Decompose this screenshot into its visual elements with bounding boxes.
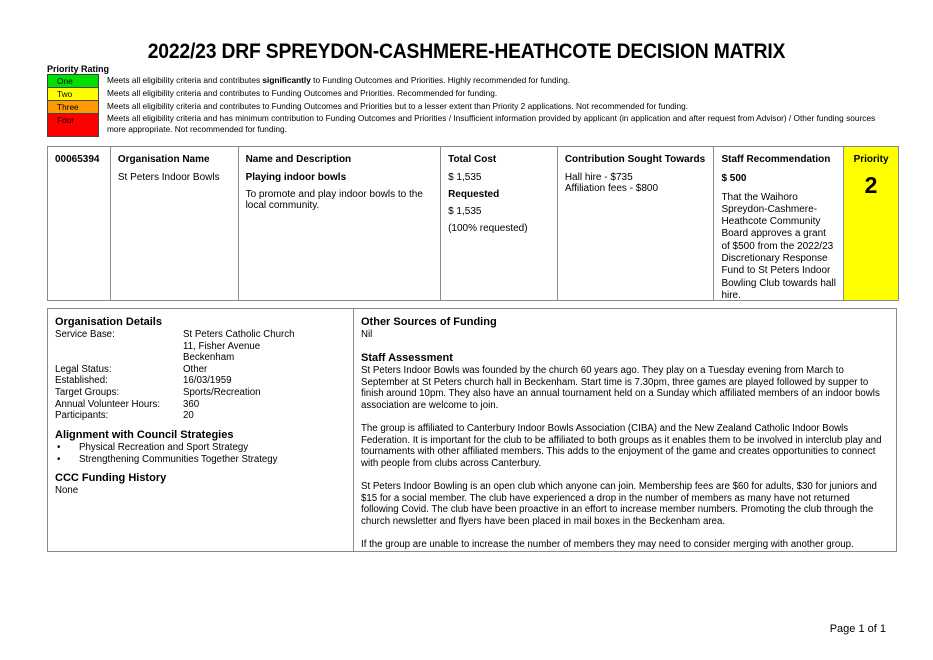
name-description-cell xyxy=(239,147,442,300)
detail-label: Legal Status: xyxy=(55,363,112,375)
organisation-name-cell xyxy=(111,147,239,300)
organisation-detail-row xyxy=(55,375,346,387)
organisation-name-header: Organisation Name xyxy=(117,154,210,165)
organisation-detail-row xyxy=(55,387,346,399)
project-description: To promote and play indoor bowls to the local community. xyxy=(245,189,423,211)
priority-three-description: Meets all eligibility criteria and contributes to Funding Outcomes and Priorities but to a lesser extent than Priority 2 applications. Not recommended for funding. xyxy=(107,101,689,111)
other-funding-value: Nil xyxy=(361,329,373,340)
bullet-icon: • xyxy=(57,441,61,453)
organisation-detail-row xyxy=(55,329,346,341)
legend-row-one xyxy=(47,74,907,87)
detail-label: Annual Volunteer Hours: xyxy=(55,398,161,410)
staff-assessment-heading: Staff Assessment xyxy=(361,352,453,365)
detail-value: 16/03/1959 xyxy=(183,375,232,387)
priority-one-description: Meets all eligibility criteria and contributes significantly to Funding Outcomes and Priorities. Highly recommended for funding. xyxy=(107,75,571,85)
priority-rating-heading: Priority Rating xyxy=(47,64,110,74)
detail-label xyxy=(55,341,183,353)
total-cost-cell xyxy=(441,147,558,300)
organisation-detail-row xyxy=(55,364,346,376)
contribution-item: Affiliation fees - $800 xyxy=(564,183,659,194)
assessment-paragraph: If the group are unable to increase the number of members they may need to consider merging with another group. xyxy=(361,539,854,551)
bullet-icon: • xyxy=(57,453,61,465)
priority-three-swatch: Three xyxy=(47,100,99,113)
organisation-detail-row xyxy=(55,341,346,353)
priority-two-swatch: Two xyxy=(47,87,99,100)
project-name: Playing indoor bowls xyxy=(245,172,347,183)
requested-label: Requested xyxy=(448,189,500,200)
detail-value: Other xyxy=(183,363,208,375)
recommended-amount: $ 500 xyxy=(721,173,747,185)
detail-value: 11, Fisher Avenue xyxy=(183,340,261,352)
contribution-item: Hall hire - $735 xyxy=(564,172,633,183)
priority-header: Priority xyxy=(853,154,889,165)
alignment-item: • Strengthening Communities Together Strategy xyxy=(57,453,278,465)
organisation-panel xyxy=(48,309,354,551)
total-cost-header: Total Cost xyxy=(448,154,497,165)
assessment-panel xyxy=(354,309,896,551)
details-section xyxy=(47,308,897,552)
priority-cell xyxy=(844,147,898,300)
alignment-heading: Alignment with Council Strategies xyxy=(55,428,234,441)
priority-two-description: Meets all eligibility criteria and contributes to Funding Outcomes and Priorities. Recommended for funding. xyxy=(107,88,498,98)
detail-value: 360 xyxy=(183,398,200,410)
total-cost-value: $ 1,535 xyxy=(448,172,482,183)
organisation-name-value: St Peters Indoor Bowls xyxy=(117,172,220,183)
page-number: Page 1 of 1 xyxy=(829,623,886,635)
alignment-list xyxy=(55,442,346,466)
assessment-paragraph: St Peters Indoor Bowling is an open club which anyone can join. Membership fees are $60 for adults, $30 for juniors and $15 for a social member. The club have experienced a drop in the number of members as many have not returned following Covid. The club have been proactive in an effort to increase member numbers. Promoting the club through the church newsletter and flyers have been placed in mail boxes in the Beckenham area. xyxy=(361,481,877,527)
assessment-paragraph: The group is affiliated to Canterbury Indoor Bowls Association (CIBA) and the New Zealand Catholic Indoor Bowls Federation. It is important for the club to be affiliated to both groups as it enables them to be involved in interclub play and tournaments with other affiliated members. This adds to the enjoyment of the game and creates opportunities to connect with people from clubs across Canterbury. xyxy=(361,423,882,469)
detail-label: Service Base: xyxy=(55,329,115,340)
detail-value: Sports/Recreation xyxy=(183,386,261,398)
assessment-paragraph: St Peters Indoor Bowls was founded by the church 60 years ago. They play on a Tuesday evening from March to September at St Peters church hall in Beckenham. Start time is 7.30pm, three games are played followed by supper to finish around 10pm. They also have an annual tournament held on a Sunday which affiliated members of an indoor bowls association are welcome to join. xyxy=(361,365,880,411)
priority-four-swatch: Four xyxy=(47,113,99,137)
priority-rating-legend xyxy=(47,74,907,137)
priority-one-swatch: One xyxy=(47,74,99,87)
legend-row-two xyxy=(47,87,907,100)
recommendation-text: That the Waihoro Spreydon-Cashmere-Heathcote Community Board approves a grant of $500 from the 2022/23 Discretionary Response Fund to St Peters Indoor Bowling Club towards hall hire. xyxy=(721,191,836,301)
application-record-table xyxy=(47,146,899,301)
detail-label xyxy=(55,352,183,364)
organisation-detail-row xyxy=(55,352,346,364)
detail-label: Target Groups: xyxy=(55,386,120,398)
contribution-header: Contribution Sought Towards xyxy=(564,154,706,165)
name-description-header: Name and Description xyxy=(245,154,352,165)
organisation-detail-row xyxy=(55,399,346,411)
detail-label: Established: xyxy=(55,375,108,387)
legend-row-three xyxy=(47,100,907,113)
funding-history-heading: CCC Funding History xyxy=(55,472,167,485)
priority-value: 2 xyxy=(864,172,878,198)
requested-percentage: (100% requested) xyxy=(448,223,528,234)
alignment-item: • Physical Recreation and Sport Strategy xyxy=(57,441,249,453)
requested-value: $ 1,535 xyxy=(448,206,482,217)
organisation-detail-row xyxy=(55,410,346,422)
funding-history-value: None xyxy=(55,485,79,497)
staff-recommendation-cell xyxy=(714,147,844,300)
document-title: 2022/23 DRF SPREYDON-CASHMERE-HEATHCOTE DECISION MATRIX xyxy=(147,40,786,63)
other-funding-heading: Other Sources of Funding xyxy=(361,316,497,328)
organisation-details-list xyxy=(55,329,346,422)
staff-recommendation-header: Staff Recommendation xyxy=(721,154,831,165)
legend-row-four xyxy=(47,113,907,137)
priority-four-description: Meets all eligibility criteria and has minimum contribution to Funding Outcomes and Priorities / Insufficient information provided by applicant (in application and after request from Advisor) / Other funding sources more appropriate. Not recommended for funding. xyxy=(107,113,876,134)
organisation-details-heading: Organisation Details xyxy=(55,316,162,328)
detail-value: 20 xyxy=(183,410,194,422)
application-id: 00065394 xyxy=(48,147,111,300)
detail-value: Beckenham xyxy=(183,352,235,364)
detail-value: St Peters Catholic Church xyxy=(183,329,295,340)
detail-label: Participants: xyxy=(55,410,109,422)
contribution-cell xyxy=(558,147,715,300)
